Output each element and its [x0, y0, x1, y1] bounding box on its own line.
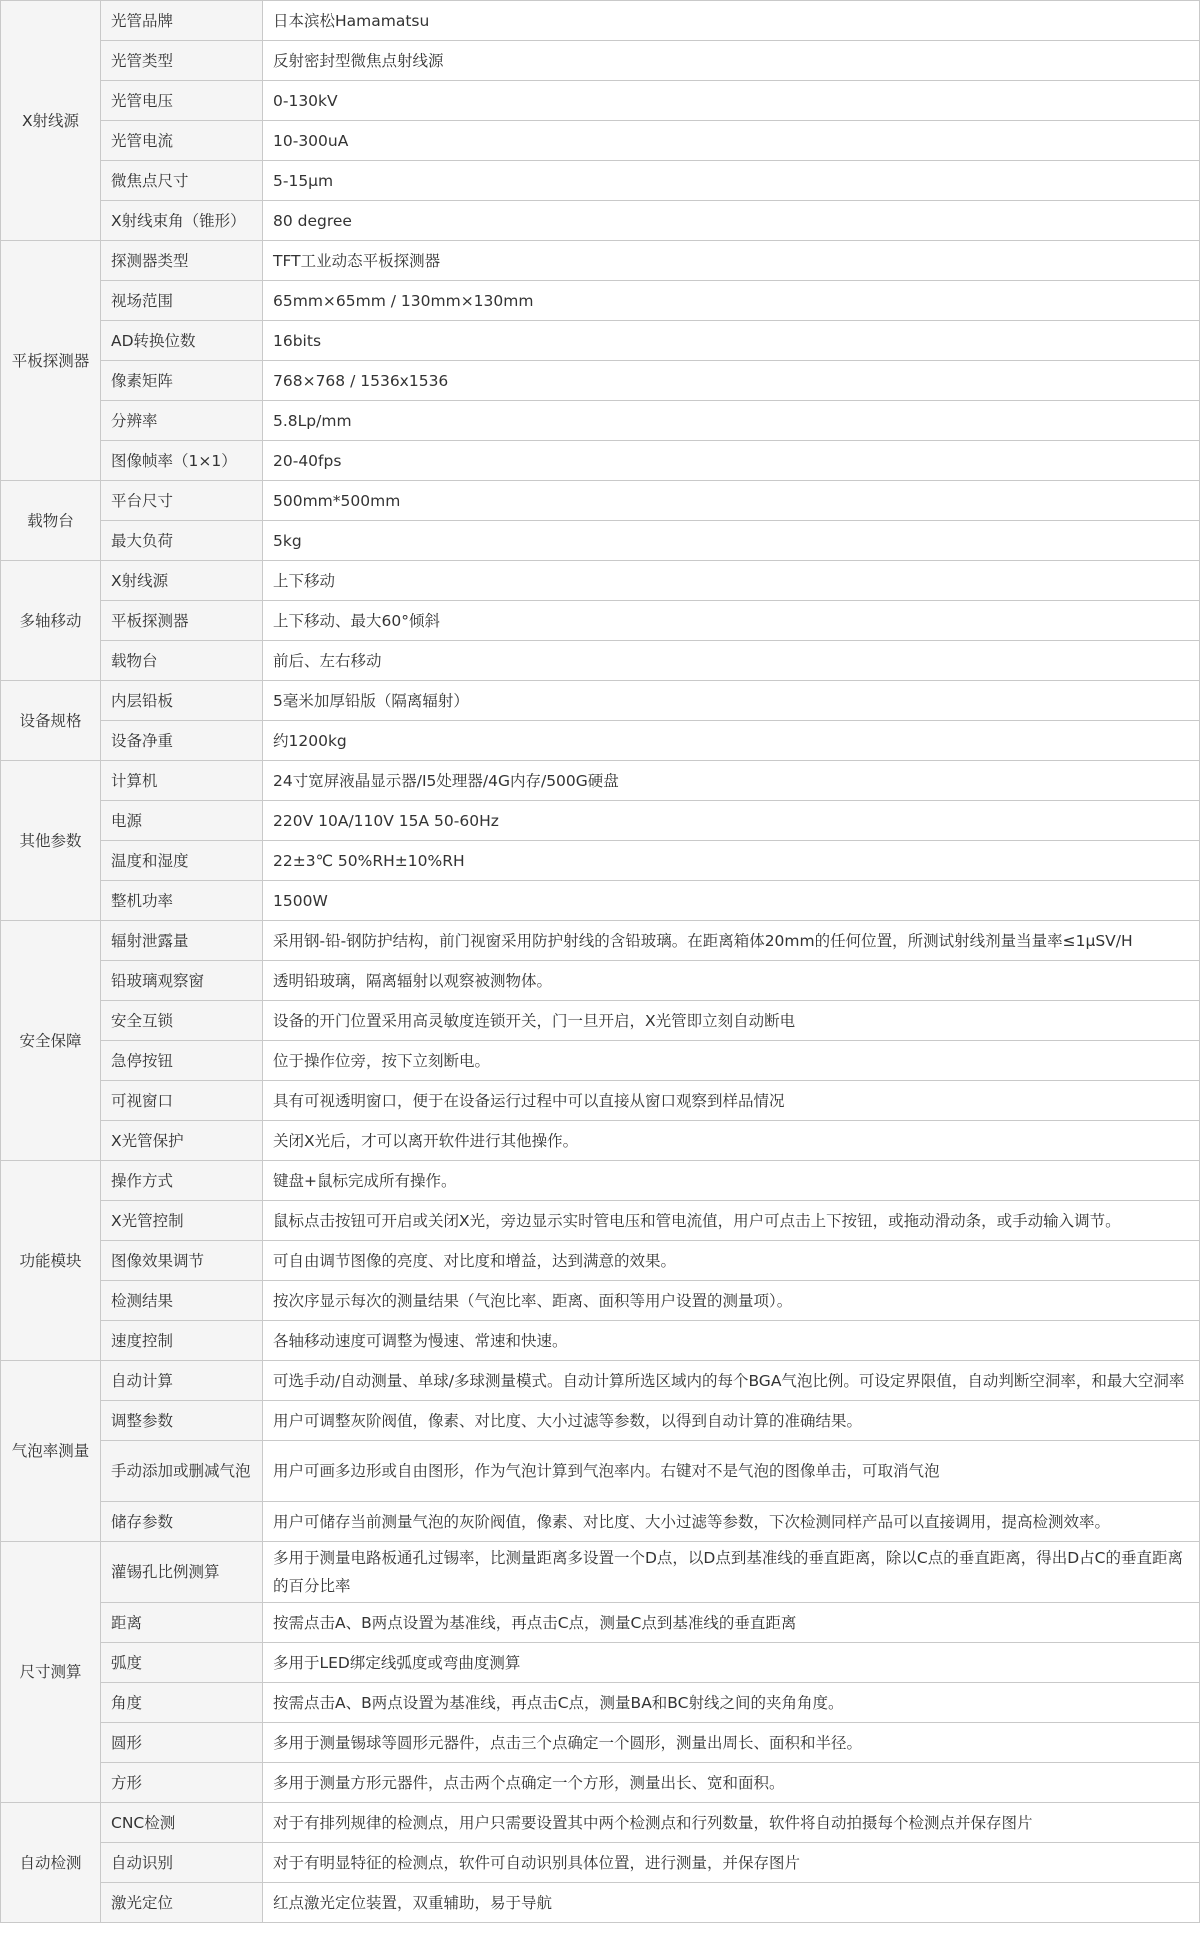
spec-item-label: 微焦点尺寸: [101, 161, 263, 201]
table-row: [1, 1161, 1200, 1201]
category-cell: 气泡率测量: [1, 1361, 101, 1542]
spec-item-label: 最大负荷: [101, 521, 263, 561]
category-cell: 载物台: [1, 481, 101, 561]
table-row: [1, 41, 1200, 81]
spec-item-label: 操作方式: [101, 1161, 263, 1201]
spec-item-label: 灌锡孔比例测算: [101, 1542, 263, 1603]
spec-item-label: 整机功率: [101, 881, 263, 921]
category-cell: 功能模块: [1, 1161, 101, 1361]
table-row: [1, 281, 1200, 321]
table-row: [1, 1502, 1200, 1542]
table-row: [1, 1542, 1200, 1603]
spec-item-value: 220V 10A/110V 15A 50-60Hz: [263, 801, 1200, 841]
spec-item-value: 各轴移动速度可调整为慢速、常速和快速。: [263, 1321, 1200, 1361]
table-row: [1, 1723, 1200, 1763]
table-row: [1, 1321, 1200, 1361]
table-row: [1, 1441, 1200, 1502]
spec-item-label: 角度: [101, 1683, 263, 1723]
spec-item-label: 内层铅板: [101, 681, 263, 721]
spec-item-label: 铅玻璃观察窗: [101, 961, 263, 1001]
spec-item-value: 透明铅玻璃，隔离辐射以观察被测物体。: [263, 961, 1200, 1001]
spec-item-value: 0-130kV: [263, 81, 1200, 121]
table-row: [1, 841, 1200, 881]
spec-item-label: X光管保护: [101, 1121, 263, 1161]
table-row: [1, 241, 1200, 281]
spec-item-value: 16bits: [263, 321, 1200, 361]
spec-item-label: 电源: [101, 801, 263, 841]
spec-item-label: 自动识别: [101, 1843, 263, 1883]
table-row: [1, 1361, 1200, 1401]
spec-item-label: 调整参数: [101, 1401, 263, 1441]
spec-item-value: 多用于测量方形元器件，点击两个点确定一个方形，测量出长、宽和面积。: [263, 1763, 1200, 1803]
spec-item-label: 光管电流: [101, 121, 263, 161]
spec-item-label: 辐射泄露量: [101, 921, 263, 961]
spec-item-value: 按需点击A、B两点设置为基准线，再点击C点，测量BA和BC射线之间的夹角角度。: [263, 1683, 1200, 1723]
table-row: [1, 561, 1200, 601]
spec-item-label: 圆形: [101, 1723, 263, 1763]
table-row: [1, 121, 1200, 161]
table-row: [1, 921, 1200, 961]
spec-item-value: 具有可视透明窗口，便于在设备运行过程中可以直接从窗口观察到样品情况: [263, 1081, 1200, 1121]
table-row: [1, 361, 1200, 401]
spec-item-value: 上下移动、最大60°倾斜: [263, 601, 1200, 641]
spec-item-value: 768×768 / 1536x1536: [263, 361, 1200, 401]
spec-item-label: 距离: [101, 1603, 263, 1643]
table-row: [1, 1803, 1200, 1843]
spec-item-label: 设备净重: [101, 721, 263, 761]
spec-item-value: 设备的开门位置采用高灵敏度连锁开关，门一旦开启，X光管即立刻自动断电: [263, 1001, 1200, 1041]
table-row: [1, 761, 1200, 801]
spec-item-value: 5kg: [263, 521, 1200, 561]
table-row: [1, 1603, 1200, 1643]
category-cell: 平板探测器: [1, 241, 101, 481]
spec-table-body: [1, 1, 1200, 1923]
category-cell: X射线源: [1, 1, 101, 241]
spec-item-value: 对于有排列规律的检测点，用户只需要设置其中两个检测点和行列数量，软件将自动拍摄每个检测点并保存图片: [263, 1803, 1200, 1843]
table-row: [1, 1643, 1200, 1683]
category-cell: 其他参数: [1, 761, 101, 921]
category-cell: 安全保障: [1, 921, 101, 1161]
spec-item-label: 光管电压: [101, 81, 263, 121]
spec-item-label: 方形: [101, 1763, 263, 1803]
category-cell: 多轴移动: [1, 561, 101, 681]
table-row: [1, 481, 1200, 521]
spec-item-label: 储存参数: [101, 1502, 263, 1542]
spec-item-label: 急停按钮: [101, 1041, 263, 1081]
spec-item-value: 对于有明显特征的检测点，软件可自动识别具体位置，进行测量，并保存图片: [263, 1843, 1200, 1883]
table-row: [1, 881, 1200, 921]
spec-item-label: 安全互锁: [101, 1001, 263, 1041]
spec-item-value: 反射密封型微焦点射线源: [263, 41, 1200, 81]
table-row: [1, 1081, 1200, 1121]
spec-item-value: 5毫米加厚铅版（隔离辐射）: [263, 681, 1200, 721]
table-row: [1, 321, 1200, 361]
spec-item-value: 10-300uA: [263, 121, 1200, 161]
category-cell: 尺寸测算: [1, 1542, 101, 1803]
table-row: [1, 1281, 1200, 1321]
spec-item-value: 多用于测量电路板通孔过锡率，比测量距离多设置一个D点，以D点到基准线的垂直距离，除以C点的垂直距离，得出D占C的垂直距离的百分比率: [263, 1542, 1200, 1603]
table-row: [1, 521, 1200, 561]
table-row: [1, 1401, 1200, 1441]
table-row: [1, 1883, 1200, 1923]
table-row: [1, 201, 1200, 241]
spec-item-label: 探测器类型: [101, 241, 263, 281]
spec-item-value: 键盘+鼠标完成所有操作。: [263, 1161, 1200, 1201]
spec-item-value: 上下移动: [263, 561, 1200, 601]
spec-item-label: 光管品牌: [101, 1, 263, 41]
spec-item-label: 视场范围: [101, 281, 263, 321]
category-cell: 设备规格: [1, 681, 101, 761]
table-row: [1, 961, 1200, 1001]
spec-item-label: 平台尺寸: [101, 481, 263, 521]
spec-item-value: 用户可调整灰阶阀值，像素、对比度、大小过滤等参数，以得到自动计算的准确结果。: [263, 1401, 1200, 1441]
table-row: [1, 1763, 1200, 1803]
spec-item-value: 多用于测量锡球等圆形元器件，点击三个点确定一个圆形，测量出周长、面积和半径。: [263, 1723, 1200, 1763]
table-row: [1, 641, 1200, 681]
spec-item-value: 5.8Lp/mm: [263, 401, 1200, 441]
spec-item-label: X光管控制: [101, 1201, 263, 1241]
spec-item-value: 位于操作位旁，按下立刻断电。: [263, 1041, 1200, 1081]
spec-item-value: 按需点击A、B两点设置为基准线，再点击C点，测量C点到基准线的垂直距离: [263, 1603, 1200, 1643]
table-row: [1, 601, 1200, 641]
spec-item-value: 关闭X光后，才可以离开软件进行其他操作。: [263, 1121, 1200, 1161]
table-row: [1, 81, 1200, 121]
spec-item-label: 像素矩阵: [101, 361, 263, 401]
table-row: [1, 1001, 1200, 1041]
spec-item-label: AD转换位数: [101, 321, 263, 361]
table-row: [1, 1241, 1200, 1281]
spec-item-value: 用户可画多边形或自由图形，作为气泡计算到气泡率内。右键对不是气泡的图像单击，可取消气泡: [263, 1441, 1200, 1502]
table-row: [1, 1201, 1200, 1241]
spec-item-label: 激光定位: [101, 1883, 263, 1923]
spec-item-value: 多用于LED绑定线弧度或弯曲度测算: [263, 1643, 1200, 1683]
spec-item-value: 约1200kg: [263, 721, 1200, 761]
spec-item-label: 检测结果: [101, 1281, 263, 1321]
table-row: [1, 721, 1200, 761]
spec-item-value: 红点激光定位装置，双重辅助，易于导航: [263, 1883, 1200, 1923]
table-row: [1, 441, 1200, 481]
spec-item-label: 弧度: [101, 1643, 263, 1683]
spec-item-label: 计算机: [101, 761, 263, 801]
spec-item-label: 自动计算: [101, 1361, 263, 1401]
spec-item-value: 80 degree: [263, 201, 1200, 241]
spec-item-value: 可自由调节图像的亮度、对比度和增益，达到满意的效果。: [263, 1241, 1200, 1281]
table-row: [1, 801, 1200, 841]
spec-item-value: 20-40fps: [263, 441, 1200, 481]
spec-item-label: 温度和湿度: [101, 841, 263, 881]
spec-item-value: 日本滨松Hamamatsu: [263, 1, 1200, 41]
spec-item-value: 用户可储存当前测量气泡的灰阶阀值，像素、对比度、大小过滤等参数，下次检测同样产品可以直接调用，提高检测效率。: [263, 1502, 1200, 1542]
spec-item-label: X射线源: [101, 561, 263, 601]
table-row: [1, 681, 1200, 721]
spec-item-label: 图像帧率（1×1）: [101, 441, 263, 481]
spec-item-value: TFT工业动态平板探测器: [263, 241, 1200, 281]
spec-item-value: 鼠标点击按钮可开启或关闭X光，旁边显示实时管电压和管电流值，用户可点击上下按钮，或拖动滑动条，或手动输入调节。: [263, 1201, 1200, 1241]
table-row: [1, 1683, 1200, 1723]
table-row: [1, 1041, 1200, 1081]
spec-item-value: 可选手动/自动测量、单球/多球测量模式。自动计算所选区域内的每个BGA气泡比例。可设定界限值，自动判断空洞率，和最大空洞率: [263, 1361, 1200, 1401]
category-cell: 自动检测: [1, 1803, 101, 1923]
table-row: [1, 161, 1200, 201]
spec-item-value: 65mm×65mm / 130mm×130mm: [263, 281, 1200, 321]
spec-item-label: 手动添加或删减气泡: [101, 1441, 263, 1502]
spec-item-value: 22±3℃ 50%RH±10%RH: [263, 841, 1200, 881]
spec-item-label: 可视窗口: [101, 1081, 263, 1121]
spec-item-label: 光管类型: [101, 41, 263, 81]
spec-item-value: 前后、左右移动: [263, 641, 1200, 681]
table-row: [1, 1843, 1200, 1883]
spec-item-value: 5-15μm: [263, 161, 1200, 201]
spec-item-value: 按次序显示每次的测量结果（气泡比率、距离、面积等用户设置的测量项）。: [263, 1281, 1200, 1321]
spec-item-value: 24寸宽屏液晶显示器/I5处理器/4G内存/500G硬盘: [263, 761, 1200, 801]
spec-item-label: CNC检测: [101, 1803, 263, 1843]
table-row: [1, 1, 1200, 41]
spec-item-label: X射线束角（锥形）: [101, 201, 263, 241]
spec-item-label: 图像效果调节: [101, 1241, 263, 1281]
spec-item-label: 分辨率: [101, 401, 263, 441]
spec-item-value: 500mm*500mm: [263, 481, 1200, 521]
spec-item-value: 采用钢-铅-钢防护结构，前门视窗采用防护射线的含铅玻璃。在距离箱体20mm的任何位置，所测试射线剂量当量率≤1μSV/H: [263, 921, 1200, 961]
table-row: [1, 1121, 1200, 1161]
spec-item-label: 平板探测器: [101, 601, 263, 641]
spec-item-label: 速度控制: [101, 1321, 263, 1361]
table-row: [1, 401, 1200, 441]
spec-item-value: 1500W: [263, 881, 1200, 921]
spec-item-label: 载物台: [101, 641, 263, 681]
